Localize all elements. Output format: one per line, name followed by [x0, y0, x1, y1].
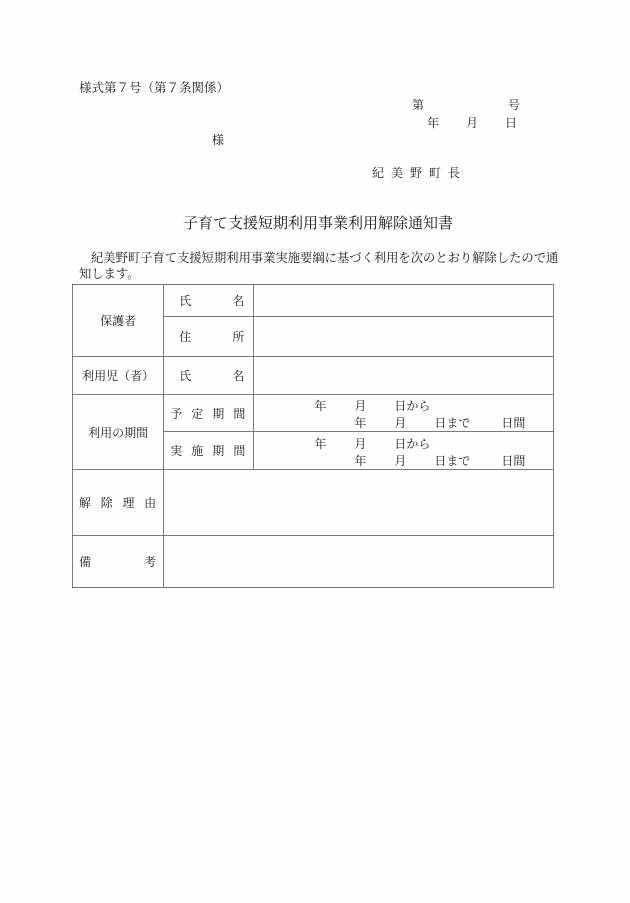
reason-field[interactable]: [164, 470, 554, 536]
addressee-suffix: 様: [212, 133, 225, 147]
period-label: 利用の期間: [73, 395, 164, 470]
body-text: 紀美野町子育て支援短期利用事業実施要綱に基づく利用を次のとおり解除したので通知します。: [79, 251, 559, 281]
sender: 紀美野町長: [372, 166, 468, 180]
actual-period-label: 実 施 期 間: [164, 432, 254, 470]
document-number-line: [412, 96, 520, 113]
child-label: 利用児（者）: [73, 357, 164, 395]
guardian-label: 保護者: [73, 285, 164, 357]
remarks-row: [73, 536, 554, 588]
notice-form-table: [72, 284, 554, 588]
doc-number-prefix: 第: [412, 98, 425, 112]
doc-number-suffix: 号: [507, 98, 520, 112]
child-row: [73, 357, 554, 395]
guardian-name-row: [73, 285, 554, 317]
planned-period-field[interactable]: 年 月 日から 年 月 日まで 日間: [254, 395, 554, 432]
reason-label: 解 除 理 由: [73, 470, 164, 536]
guardian-address-label: 住 所: [164, 317, 254, 357]
form-number: 様式第７号（第７条関係）: [79, 80, 230, 95]
planned-period-label: 予 定 期 間: [164, 395, 254, 432]
document-title: 子育て支援短期利用事業利用解除通知書: [183, 214, 454, 232]
planned-period-row: [73, 395, 554, 432]
guardian-address-field[interactable]: [254, 317, 554, 357]
date-year: 年: [427, 116, 440, 130]
actual-period-field[interactable]: 年 月 日から 年 月 日まで 日間: [254, 432, 554, 470]
child-name-label: 氏 名: [164, 357, 254, 395]
date-month: 月: [465, 116, 478, 130]
remarks-label: 備 考: [73, 536, 164, 588]
guardian-name-label: 氏 名: [164, 285, 254, 317]
child-name-field[interactable]: [254, 357, 554, 395]
issue-date-line: [427, 114, 517, 131]
reason-row: [73, 470, 554, 536]
remarks-field[interactable]: [164, 536, 554, 588]
guardian-name-field[interactable]: [254, 285, 554, 317]
date-day: 日: [504, 116, 517, 130]
